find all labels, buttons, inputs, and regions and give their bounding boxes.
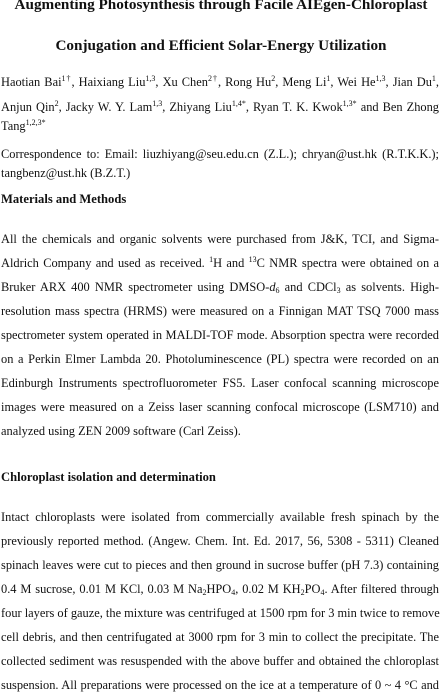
paragraph-line: Aldrich Company and used as received. $^1$H and $^{13}$C NMR spectra were obtained on a [1,255,439,270]
paragraph-line: All the chemicals and organic solvents were purchased from J&K, TCI, and Sigma- [1,232,439,246]
authors-line-2: Anjun Qin$^2$, Jacky W. Y. Lam$^{1,3}$, Zhiyang Liu$^{1,4*}$, Ryan T. K. Kwok$^{1,3*}$ and Ben Zhong [1,99,439,114]
paragraph-line: spectrometer system operated in MALDI-TOF mode. Absorption spectra were recorded [1,328,439,342]
correspondence-line-2: tangbenz@ust.hk (B.Z.T.) [1,166,131,180]
paragraph-line: resolution mass spectra (HRMS) were measured on a Finnigan MAT TSQ 7000 mass [1,304,439,318]
paragraph-line: suspension. All preparations were processed on the ice at a temperature of 0 ~ 4 °C and [1,678,439,692]
paragraph-line: Intact chloroplasts were isolated from commercially available fresh spinach by the [1,510,439,524]
paragraph-line: cell debris, and then centrifugated at 3000 rpm for 3 min to collect the precipitate. The [1,630,439,644]
paragraph-line: collected sediment was resuspended with the above buffer and obtained the chloroplast [1,654,439,668]
paragraph-line: images were measured on a Zeiss laser scanning confocal microscope (LSM710) and [1,400,439,414]
paper-title-line-2: Conjugation and Efficient Solar-Energy Utilization [55,37,387,54]
paragraph-line: four layers of gauze, the mixture was centrifuged at 1500 rpm for 3 min twice to remove [1,606,440,620]
authors-line-3: Tang$^{1,2,3*}$ [1,118,46,133]
paragraph-line: previously reported method. (Angew. Chem. Int. Ed. 2017, 56, 5308 - 5311) Cleaned [1,534,439,548]
paragraph-line: 0.4 M sucrose, 0.01 M KCl, 0.03 M $Na_2HPO_4$, 0.02 M $KH_2PO_4$. After filtered through [1,582,439,597]
section-heading-materials: Materials and Methods [1,192,127,206]
paragraph-line: Edinburgh Instruments spectrofluorometer FS5. Laser confocal scanning microscope [1,376,439,390]
paragraph-line: analyzed using ZEN 2009 software (Carl Zeiss). [1,424,241,438]
authors-line-1: Haotian Bai$^{1\dagger}$, Haixiang Liu$^{1,3}$, Xu Chen$^{2\dagger}$, Rong Hu$^2$, Meng Li$^1$, Wei He$^{1,3}$, Jian Du$^1$, [1,74,440,89]
paragraph-line: on a Perkin Elmer Lambda 20. Photoluminescence (PL) spectra were recorded on an [1,352,439,366]
paragraph-line: Bruker ARX 400 NMR spectrometer using DMSO-$d_6$ and CDCl$_3$ as solvents. High- [1,280,439,295]
section-heading-chloroplast: Chloroplast isolation and determination [1,470,216,484]
paragraph-line: spinach leaves were cut to pieces and then ground in sucrose buffer (pH 7.3) containing [1,558,439,572]
correspondence-line-1: Correspondence to: Email: liuzhiyang@seu.edu.cn (Z.L.); chryan@ust.hk (R.T.K.K.); [1,147,439,161]
paper-title-line-1: Augmenting Photosynthesis through Facile AIEgen-Chloroplast [14,0,428,13]
